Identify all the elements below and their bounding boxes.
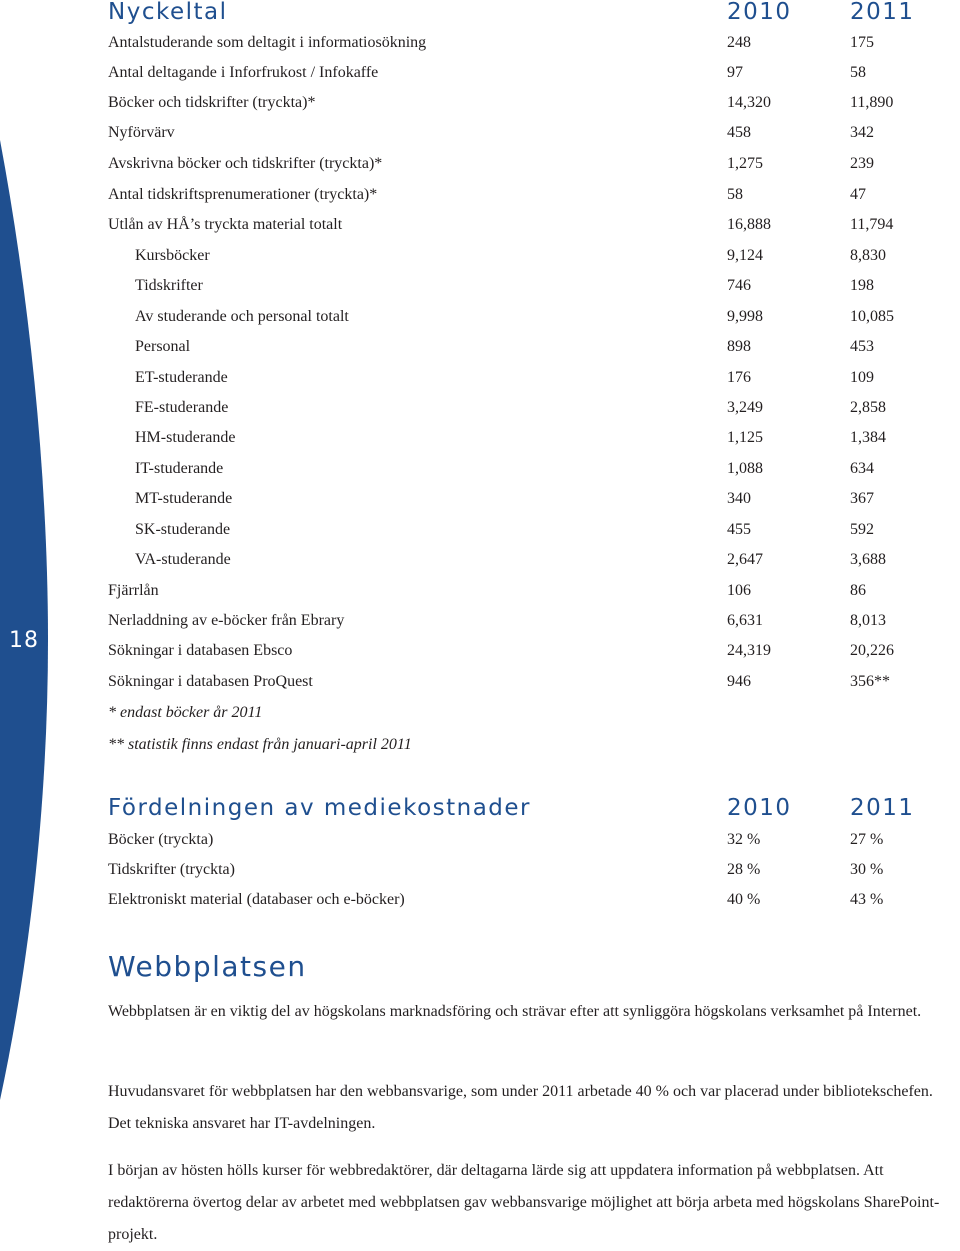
row-label: Sökningar i databasen ProQuest (108, 673, 313, 690)
paragraph: I början av hösten hölls kurser för webbredaktörer, där deltagarna lärde sig att uppdatera information på webbplatsen. Att redaktörerna övertog delar av arbetet med webbplatsen gav webbansvarige möjlighet att börja arbeta med högskolans SharePoint-projekt. (108, 1162, 940, 1243)
row-value-2010: 1,125 (727, 429, 763, 446)
row-value-2011: 27 % (850, 831, 884, 848)
row-value-2011: 109 (850, 369, 874, 386)
row-label: Personal (135, 338, 191, 355)
row-value-2010: 9,124 (727, 247, 763, 264)
row-value-2011: 592 (850, 521, 874, 538)
table-row (0, 490, 960, 520)
row-value-2011: 453 (850, 338, 874, 355)
section-title-website: Webbplatsen (108, 950, 307, 983)
row-label: Kursböcker (135, 247, 210, 264)
row-label: Antal deltagande i Inforfrukost / Infokaffe (108, 64, 379, 81)
table-row (0, 124, 960, 154)
table-row (0, 891, 960, 921)
row-value-2010: 248 (727, 34, 751, 51)
row-label: Elektroniskt material (databaser och e-böcker) (108, 891, 405, 908)
row-value-2011: 47 (850, 186, 866, 203)
table-row (0, 308, 960, 338)
row-value-2011: 11,794 (850, 216, 894, 233)
row-value-2011: 239 (850, 155, 874, 172)
row-label: Böcker (tryckta) (108, 831, 214, 848)
footnote-statistics: ** statistik finns endast från januari-april 2011 (108, 736, 412, 753)
row-value-2011: 634 (850, 460, 874, 477)
table-row (0, 34, 960, 64)
row-value-2010: 898 (727, 338, 751, 355)
table-row (0, 831, 960, 861)
row-value-2010: 455 (727, 521, 751, 538)
table-row (0, 642, 960, 672)
row-label: SK-studerande (135, 521, 231, 538)
row-label: Av studerande och personal totalt (135, 308, 349, 325)
row-value-2010: 6,631 (727, 612, 763, 629)
row-value-2010: 1,275 (727, 155, 763, 172)
paragraph: Webbplatsen är en viktig del av högskolans marknadsföring och strävar efter att synliggöra högskolans verksamhet på Internet. (108, 1003, 922, 1020)
row-value-2011: 86 (850, 582, 866, 599)
row-label: Tidskrifter (tryckta) (108, 861, 235, 878)
row-value-2010: 97 (727, 64, 743, 81)
row-value-2011: 1,384 (850, 429, 886, 446)
row-label: VA-studerande (135, 551, 231, 568)
row-value-2011: 2,858 (850, 399, 886, 416)
table-row (0, 673, 960, 703)
table-row (0, 612, 960, 642)
row-value-2011: 8,013 (850, 612, 886, 629)
row-value-2011: 20,226 (850, 642, 894, 659)
table-row (0, 521, 960, 551)
row-label: Nerladdning av e-böcker från Ebrary (108, 612, 345, 629)
row-value-2010: 24,319 (727, 642, 771, 659)
row-value-2011: 175 (850, 34, 874, 51)
table-row (0, 369, 960, 399)
row-value-2011: 10,085 (850, 308, 894, 325)
row-value-2010: 106 (727, 582, 751, 599)
row-value-2010: 176 (727, 369, 751, 386)
row-label: Antal tidskriftsprenumerationer (tryckta)* (108, 186, 378, 203)
row-value-2010: 28 % (727, 861, 761, 878)
column-header-2011: 2011 (850, 795, 915, 821)
table-row (0, 399, 960, 429)
row-value-2011: 58 (850, 64, 866, 81)
row-value-2011: 342 (850, 124, 874, 141)
table-row (0, 155, 960, 185)
table-row (0, 460, 960, 490)
row-label: FE-studerande (135, 399, 229, 416)
row-label: Avskrivna böcker och tidskrifter (tryckta)* (108, 155, 383, 172)
table-row (0, 277, 960, 307)
row-label: Antalstuderande som deltagit i informatiosökning (108, 34, 427, 51)
row-value-2011: 8,830 (850, 247, 886, 264)
footnote-books: * endast böcker år 2011 (108, 704, 263, 721)
row-value-2010: 58 (727, 186, 743, 203)
column-header-2011: 2011 (850, 0, 915, 25)
table-row (0, 429, 960, 459)
row-value-2010: 340 (727, 490, 751, 507)
section-title-keyfigures: Nyckeltal (108, 0, 228, 25)
row-label: ET-studerande (135, 369, 228, 386)
row-value-2011: 43 % (850, 891, 884, 908)
row-value-2011: 356** (850, 673, 890, 690)
row-label: Böcker och tidskrifter (tryckta)* (108, 94, 316, 111)
table-row (0, 551, 960, 581)
row-label: MT-studerande (135, 490, 233, 507)
table-row (0, 338, 960, 368)
table-row (0, 861, 960, 891)
table-row (0, 216, 960, 246)
row-value-2010: 9,998 (727, 308, 763, 325)
row-value-2010: 16,888 (727, 216, 771, 233)
row-value-2010: 3,249 (727, 399, 763, 416)
column-header-2010: 2010 (727, 0, 792, 25)
row-label: Nyförvärv (108, 124, 175, 141)
table-row (0, 94, 960, 124)
row-value-2010: 2,647 (727, 551, 763, 568)
row-value-2010: 458 (727, 124, 751, 141)
table-row (0, 64, 960, 94)
row-label: IT-studerande (135, 460, 224, 477)
paragraph: Huvudansvaret för webbplatsen har den webbansvarige, som under 2011 arbetade 40 % och var placerad under bibliotekschefen. Det tekniska ansvaret har IT-avdelningen. (108, 1083, 933, 1132)
row-value-2011: 198 (850, 277, 874, 294)
row-label: Tidskrifter (135, 277, 203, 294)
row-value-2011: 367 (850, 490, 874, 507)
page-number: 18 (9, 628, 39, 653)
table-row (0, 582, 960, 612)
row-value-2010: 746 (727, 277, 751, 294)
row-value-2010: 40 % (727, 891, 761, 908)
row-label: HM-studerande (135, 429, 236, 446)
row-value-2011: 3,688 (850, 551, 886, 568)
column-header-2010: 2010 (727, 795, 792, 821)
table-row (0, 186, 960, 216)
row-label: Fjärrlån (108, 582, 159, 599)
row-label: Sökningar i databasen Ebsco (108, 642, 293, 659)
row-value-2010: 32 % (727, 831, 761, 848)
row-value-2011: 11,890 (850, 94, 894, 111)
row-value-2010: 946 (727, 673, 751, 690)
row-label: Utlån av HÅ’s tryckta material totalt (108, 216, 343, 233)
row-value-2011: 30 % (850, 861, 884, 878)
row-value-2010: 14,320 (727, 94, 771, 111)
table-row (0, 247, 960, 277)
section-title-mediacosts: Fördelningen av mediekostnader (108, 795, 532, 821)
row-value-2010: 1,088 (727, 460, 763, 477)
